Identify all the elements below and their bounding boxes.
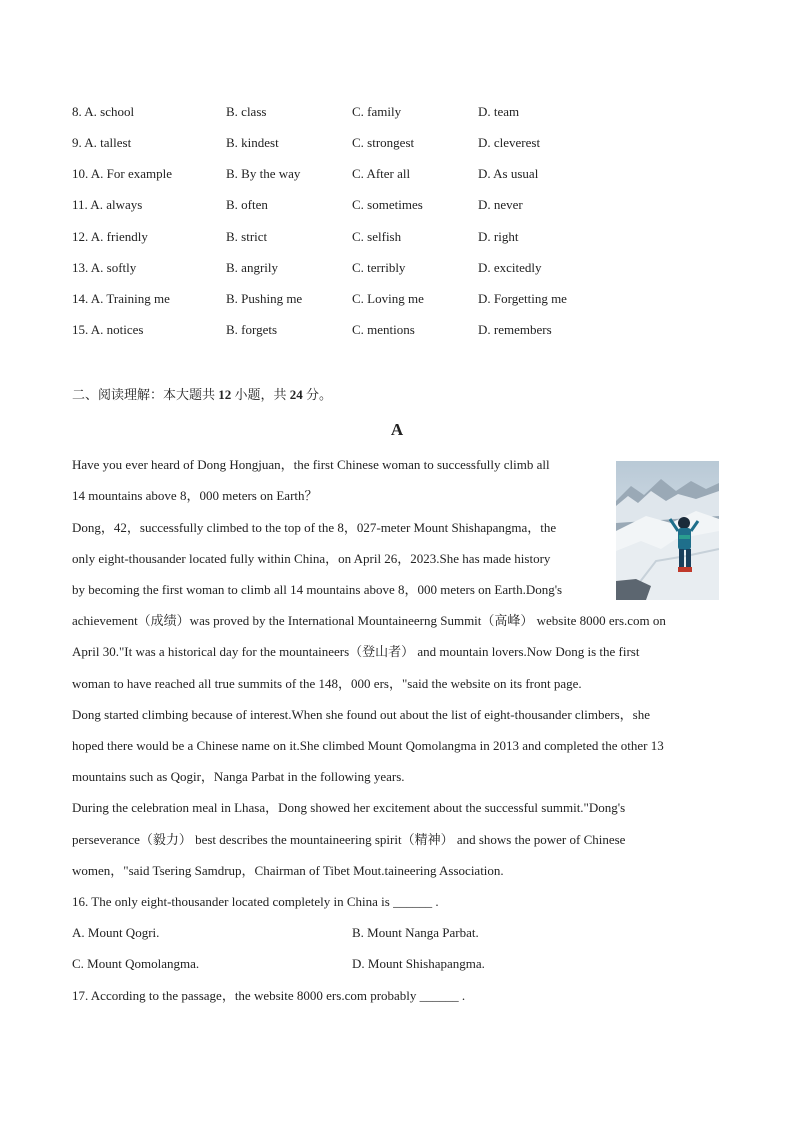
- option-a: 11. A. always: [72, 197, 143, 212]
- option-b: B. By the way: [226, 166, 301, 181]
- option-d: D. Forgetting me: [478, 291, 567, 306]
- option-c: C. mentions: [352, 322, 415, 337]
- passage-line: 14 mountains above 8，000 meters on Earth？: [72, 488, 318, 503]
- option-d: D. As usual: [478, 166, 539, 181]
- options-row-11: [72, 195, 712, 215]
- option-c: C. Loving me: [352, 291, 424, 306]
- passage-line: April 30."It was a historical day for the mountaineers（登山者） and mountain lovers.Now Dong is the first: [72, 644, 640, 659]
- option-a: 10. A. For example: [72, 166, 173, 181]
- passage-line: Have you ever heard of Dong Hongjuan，the first Chinese woman to successfully climb all: [72, 457, 550, 472]
- option-b: B. often: [226, 197, 268, 212]
- option-a: 8. A. school: [72, 104, 135, 119]
- q16-option-a[interactable]: A. Mount Qogri.: [72, 925, 160, 940]
- option-b: B. Pushing me: [226, 291, 303, 306]
- option-b: B. strict: [226, 229, 268, 244]
- passage-line: woman to have reached all true summits of the 148，000 ers，"said the website on its front page.: [72, 676, 582, 691]
- passage-line: hoped there would be a Chinese name on it.She climbed Mount Qomolangma in 2013 and completed the other 13: [72, 738, 664, 753]
- option-b: B. forgets: [226, 322, 278, 337]
- options-row-12: [72, 227, 712, 247]
- passage-line: During the celebration meal in Lhasa，Dong showed her excitement about the successful summit."Dong's: [72, 800, 626, 815]
- passage-line: perseverance（毅力） best describes the mountaineering spirit（精神） and shows the power of Chinese: [72, 832, 626, 847]
- options-row-15: [72, 320, 712, 340]
- section-points: 24: [289, 387, 303, 402]
- option-d: D. right: [478, 229, 519, 244]
- options-row-8: [72, 102, 712, 122]
- passage-line: by becoming the first woman to climb all 14 mountains above 8，000 meters on Earth.Dong's: [72, 582, 563, 597]
- options-row-13: [72, 258, 712, 278]
- passage-line: Dong，42，successfully climbed to the top of the 8，027-meter Mount Shishapangma，the: [72, 520, 557, 535]
- passage-line: women，"said Tsering Samdrup，Chairman of Tibet Mout.taineering Association.: [72, 863, 504, 878]
- passage-line: mountains such as Qogir，Nanga Parbat in the following years.: [72, 769, 405, 784]
- option-d: D. cleverest: [478, 135, 541, 150]
- passage-title: A: [390, 420, 404, 439]
- q16-option-c[interactable]: C. Mount Qomolangma.: [72, 956, 200, 971]
- section-suffix: 分。: [306, 387, 333, 402]
- passage-line: Dong started climbing because of interest.When she found out about the list of eight-thousander climbers，she: [72, 707, 650, 722]
- passage-line: only eight-thousander located fully within China，on April 26，2023.She has made history: [72, 551, 551, 566]
- options-row-14: [72, 289, 712, 309]
- option-c: C. family: [352, 104, 402, 119]
- question-17-stem: 17. According to the passage，the website 8000 ers.com probably ______ .: [72, 988, 466, 1003]
- mountain-climber-photo: [616, 461, 719, 600]
- option-a: 9. A. tallest: [72, 135, 132, 150]
- section-count: 12: [218, 387, 232, 402]
- option-a: 13. A. softly: [72, 260, 137, 275]
- option-d: D. team: [478, 104, 520, 119]
- option-c: C. selfish: [352, 229, 402, 244]
- section-heading: [72, 384, 332, 403]
- option-d: D. remembers: [478, 322, 552, 337]
- option-d: D. excitedly: [478, 260, 542, 275]
- option-c: C. sometimes: [352, 197, 423, 212]
- passage-line: achievement（成绩）was proved by the International Mountaineerng Summit（高峰） website 8000 ers.com on: [72, 613, 666, 628]
- options-row-9: [72, 133, 712, 153]
- q16-option-d[interactable]: D. Mount Shishapangma.: [352, 956, 485, 971]
- option-a: 12. A. friendly: [72, 229, 148, 244]
- section-prefix: 二、阅读理解：本大题共: [72, 387, 216, 402]
- option-c: C. strongest: [352, 135, 415, 150]
- option-b: B. class: [226, 104, 267, 119]
- option-b: B. angrily: [226, 260, 278, 275]
- option-c: C. terribly: [352, 260, 406, 275]
- options-row-10: [72, 164, 712, 184]
- q16-option-b[interactable]: B. Mount Nanga Parbat.: [352, 925, 479, 940]
- option-a: 15. A. notices: [72, 322, 144, 337]
- option-d: D. never: [478, 197, 523, 212]
- option-a: 14. A. Training me: [72, 291, 170, 306]
- option-c: C. After all: [352, 166, 411, 181]
- question-16-stem: 16. The only eight-thousander located completely in China is ______ .: [72, 894, 439, 909]
- option-b: B. kindest: [226, 135, 279, 150]
- section-mid: 小题，共: [234, 387, 287, 402]
